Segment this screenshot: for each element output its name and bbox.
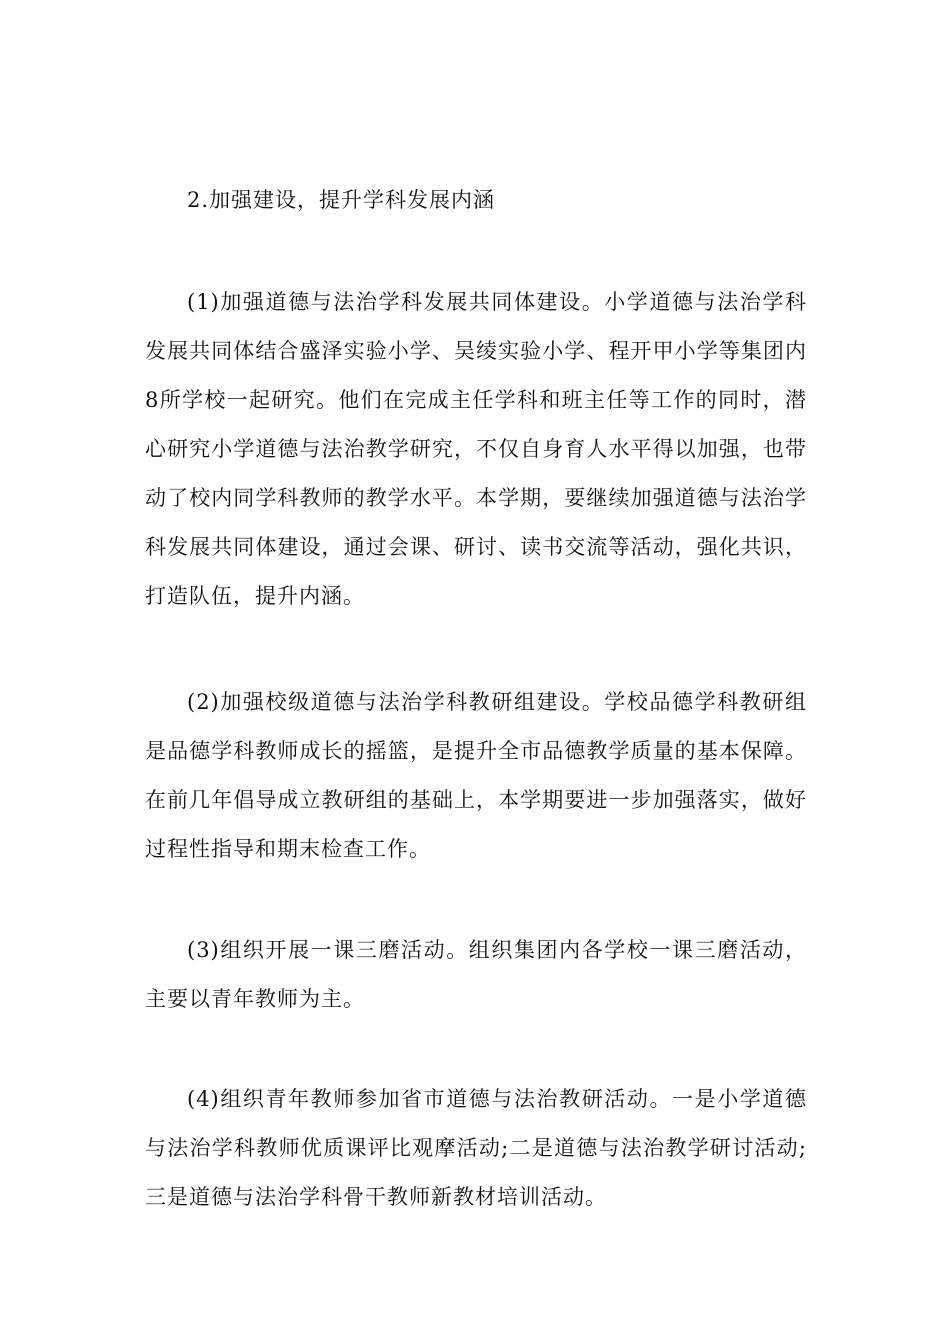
paragraph-4: (4)组织青年教师参加省市道德与法治教研活动。一是小学道德与法治学科教师优质课评比观摩活动;二是道德与法治教学研讨活动;三是道德与法治学科骨干教师新教材培训活动。	[145, 1087, 807, 1209]
paragraph-2: (2)加强校级道德与法治学科教研组建设。学校品德学科教研组是品德学科教师成长的摇篮，是提升全市品德教学质量的基本保障。在前几年倡导成立教研组的基础上，本学期要进一步加强落实，做好过程性指导和期末检查工作。	[145, 690, 807, 861]
section-heading: 2.加强建设，提升学科发展内涵	[187, 188, 496, 212]
paragraph-1: (1)加强道德与法治学科发展共同体建设。小学道德与法治学科发展共同体结合盛泽实验小学、吴绫实验小学、程开甲小学等集团内8所学校一起研究。他们在完成主任学科和班主任等工作的同时，潜心研究小学道德与法治教学研究，不仅自身育人水平得以加强，也带动了校内同学科教师的教学水平。本学期，要继续加强道德与法治学科发展共同体建设，通过会课、研讨、读书交流等活动，强化共识，打造队伍，提升内涵。	[145, 290, 807, 608]
paragraph-3: (3)组织开展一课三磨活动。组织集团内各学校一课三磨活动，主要以青年教师为主。	[145, 938, 807, 1011]
